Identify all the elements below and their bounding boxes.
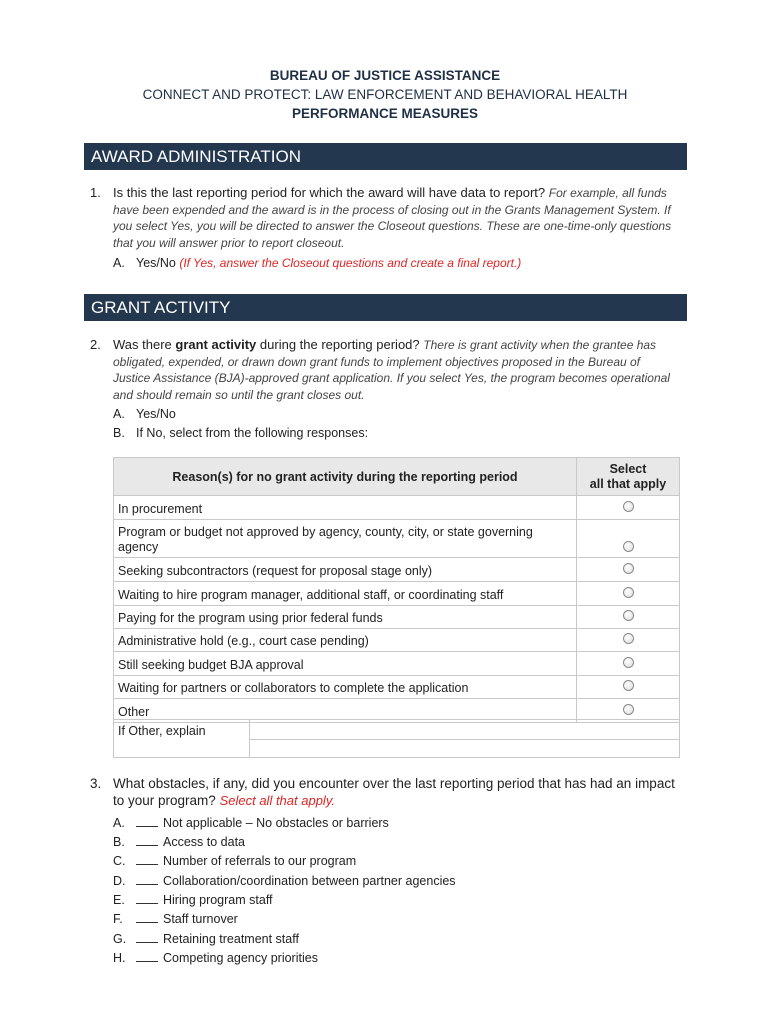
reason-radio[interactable] bbox=[623, 501, 634, 512]
reason-label: Program or budget not approved by agency, county, city, or state governing agency bbox=[114, 520, 577, 558]
list-item: B. Access to data bbox=[113, 835, 245, 849]
list-item: C. Number of referrals to our program bbox=[113, 854, 357, 868]
list-item: D. Collaboration/coordination between partner agencies bbox=[113, 874, 456, 888]
q2-option-b: B. If No, select from the following responses: bbox=[113, 426, 369, 440]
table-row bbox=[114, 496, 680, 520]
table-header-row bbox=[114, 458, 680, 496]
reason-radio[interactable] bbox=[623, 633, 634, 644]
question-number: 3. bbox=[90, 776, 102, 791]
section-grant-activity: GRANT ACTIVITY bbox=[84, 294, 687, 321]
answer-blank[interactable] bbox=[136, 835, 158, 846]
table-row bbox=[114, 558, 680, 582]
table-row bbox=[114, 629, 680, 652]
question-3 bbox=[90, 775, 680, 809]
list-item: E. Hiring program staff bbox=[113, 893, 273, 907]
reason-label: Administrative hold (e.g., court case pending) bbox=[114, 629, 577, 652]
q1-option-note: (If Yes, answer the Closeout questions and create a final report.) bbox=[179, 256, 522, 270]
answer-blank[interactable] bbox=[136, 816, 158, 827]
reason-radio[interactable] bbox=[623, 610, 634, 621]
reason-radio[interactable] bbox=[623, 680, 634, 691]
question-hint: There is grant activity when the grantee has obligated, expended, or drawn down grant funds to implement objectives proposed in the Bureau of Justice Assistance (BJA)-approved grant application. If you select Yes, the program becomes operational and should remain so until the grant closes out. bbox=[113, 338, 670, 402]
answer-blank[interactable] bbox=[136, 951, 158, 962]
question-hint: For example, all funds have been expended and the award is in the process of closing out in the Grants Management System. If you select Yes, you will be directed to answer the Closeout questions. These are one-time-only questions that you will answer prior to report closeout. bbox=[113, 186, 672, 250]
column-header-select: Select all that apply bbox=[577, 458, 680, 496]
question-number: 1. bbox=[90, 185, 101, 200]
list-item: G. Retaining treatment staff bbox=[113, 932, 299, 946]
answer-blank[interactable] bbox=[136, 932, 158, 943]
list-item: A. Not applicable – No obstacles or barriers bbox=[113, 816, 389, 830]
table-row bbox=[114, 652, 680, 676]
question-text: Is this the last reporting period for which the award will have data to report? bbox=[113, 185, 546, 200]
reason-label: Other bbox=[114, 699, 577, 723]
table-row bbox=[114, 606, 680, 629]
header-agency: BUREAU OF JUSTICE ASSISTANCE bbox=[269, 68, 501, 83]
list-item: F. Staff turnover bbox=[113, 912, 238, 926]
answer-blank[interactable] bbox=[136, 874, 158, 885]
list-item: H. Competing agency priorities bbox=[113, 951, 318, 965]
other-explain-label: If Other, explain bbox=[118, 724, 206, 738]
q2-option-a: A. Yes/No bbox=[113, 407, 176, 421]
header-title: PERFORMANCE MEASURES bbox=[291, 106, 478, 121]
table-row bbox=[114, 582, 680, 606]
question-2: 2. Was there grant activity during the reporting period? There is grant activity when the grantee has obligated, expended, or drawn down grant funds to implement objectives proposed in the Bureau of Justice Assistance (BJA)-approved grant application. If you select Yes, the program becomes operational and should remain so until the grant closes out. bbox=[90, 337, 670, 402]
reason-label: Seeking subcontractors (request for proposal stage only) bbox=[114, 558, 577, 582]
reason-radio[interactable] bbox=[623, 563, 634, 574]
question-text: What obstacles, if any, did you encounter over the last reporting period that has had an impact to your program? bbox=[113, 776, 675, 808]
reason-radio[interactable] bbox=[623, 704, 634, 715]
reason-label: Waiting for partners or collaborators to complete the application bbox=[114, 676, 577, 699]
answer-blank[interactable] bbox=[136, 912, 158, 923]
answer-blank[interactable] bbox=[136, 854, 158, 865]
section-award-administration: AWARD ADMINISTRATION bbox=[84, 143, 687, 170]
reasons-table bbox=[113, 457, 680, 723]
reason-radio[interactable] bbox=[623, 657, 634, 668]
table-row bbox=[114, 676, 680, 699]
reason-radio[interactable] bbox=[623, 541, 634, 552]
reason-label: In procurement bbox=[114, 496, 577, 520]
other-explain-input[interactable] bbox=[250, 720, 679, 758]
question-1 bbox=[90, 185, 680, 251]
question-number: 2. bbox=[90, 337, 101, 352]
other-explain-row bbox=[113, 719, 680, 758]
column-header-reason: Reason(s) for no grant activity during the reporting period bbox=[114, 458, 577, 496]
table-row bbox=[114, 520, 680, 558]
reason-radio[interactable] bbox=[623, 587, 634, 598]
header-program: CONNECT AND PROTECT: LAW ENFORCEMENT AND BEHAVIORAL HEALTH bbox=[142, 87, 628, 102]
q1-option-a: A. Yes/No (If Yes, answer the Closeout questions and create a final report.) bbox=[113, 256, 522, 270]
reason-label: Paying for the program using prior federal funds bbox=[114, 606, 577, 629]
answer-blank[interactable] bbox=[136, 893, 158, 904]
reason-label: Still seeking budget BJA approval bbox=[114, 652, 577, 676]
question-note: Select all that apply. bbox=[219, 793, 335, 808]
reason-label: Waiting to hire program manager, additional staff, or coordinating staff bbox=[114, 582, 577, 606]
